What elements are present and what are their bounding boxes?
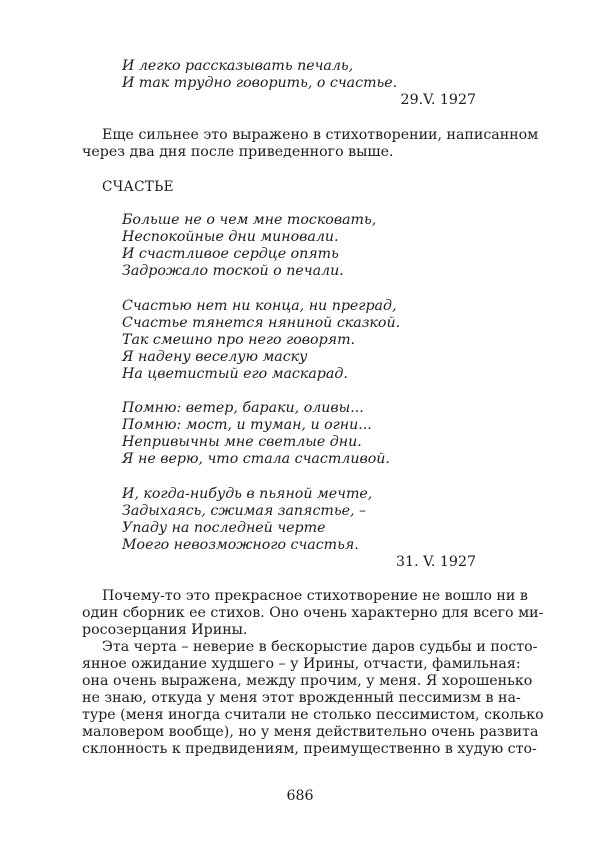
verse-line: Помню: мост, и туман, и огни... [122, 417, 372, 433]
verse-line: И легко рассказывать печаль, [122, 58, 354, 74]
poem-date: 29.V. 1927 [400, 92, 476, 108]
verse-line: Я надену веселую маску [122, 349, 308, 365]
verse-line: И так трудно говорить, о счастье. [122, 75, 398, 91]
verse-line: Больше не о чем мне тосковать, [122, 212, 377, 228]
paragraph-line: склонность к предвидениям, преимущественно в худую сто- [82, 741, 537, 757]
paragraph-line: Эта черта – неверие в бескорыстие даров судьбы и посто- [102, 639, 538, 655]
verse-line: Упаду на последней черте [122, 520, 326, 536]
verse-line: Задрожало тоской о печали. [122, 263, 344, 279]
verse-line: Счастье тянется няниной сказкой. [122, 315, 401, 331]
verse-line: Задыхаясь, сжимая запястье, – [122, 503, 367, 519]
poem-date: 31. V. 1927 [396, 554, 476, 570]
paragraph-line: туре (меня иногда считали не столько пессимистом, сколько [82, 707, 544, 723]
verse-line: И счастливое сердце опять [122, 246, 339, 262]
verse-line: Неспокойные дни миновали. [122, 229, 339, 245]
verse-line: Моего невозможного счастья. [122, 537, 359, 553]
verse-line: На цветистый его маскарад. [122, 366, 348, 382]
paragraph-line: через два дня после приведенного выше. [82, 144, 394, 160]
paragraph-line: янное ожидание худшего – у Ирины, отчасти, фамильная: [82, 656, 521, 672]
paragraph-line: Еще сильнее это выражено в стихотворении, написанном [102, 127, 539, 143]
paragraph-line: один сборник ее стихов. Оно очень характерно для всего ми- [82, 605, 544, 621]
poem-title: СЧАСТЬЕ [102, 179, 174, 195]
verse-line: Непривычны мне светлые дни. [122, 434, 362, 450]
verse-line: Я не верю, что стала счастливой. [122, 451, 390, 467]
paragraph-line: Почему-то это прекрасное стихотворение не вошло ни в [102, 588, 528, 604]
paragraph-line: она очень выражена, между прочим, у меня. Я хорошенько [82, 673, 533, 689]
verse-line: Помню: ветер, бараки, оливы... [122, 400, 364, 416]
paragraph-line: не знаю, откуда у меня этот врожденный пессимизм в на- [82, 690, 521, 706]
verse-line: Так смешно про него говорят. [122, 332, 356, 348]
paragraph-line: росозерцания Ирины. [82, 622, 248, 638]
verse-line: И, когда-нибудь в пьяной мечте, [122, 486, 373, 502]
paragraph-line: маловером вообще), но у меня действительно очень развита [82, 724, 539, 740]
page-number: 686 [286, 788, 314, 804]
verse-line: Счастью нет ни конца, ни преград, [122, 298, 397, 314]
